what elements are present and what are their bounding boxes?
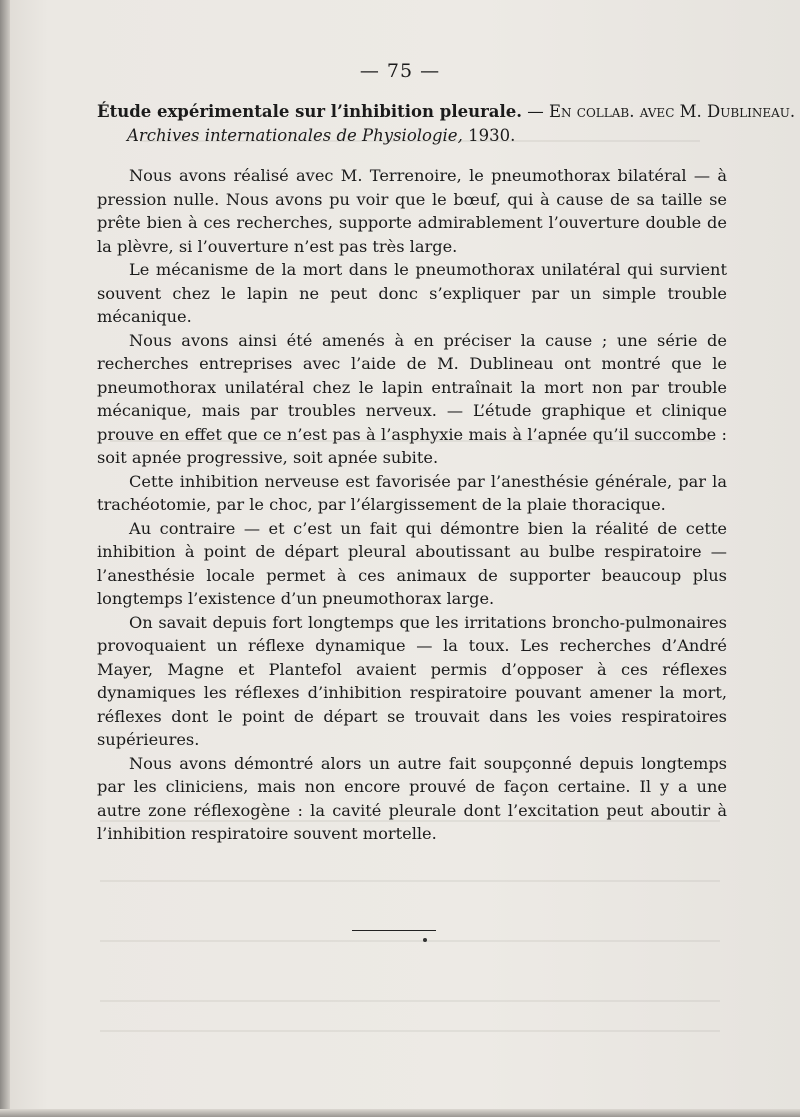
header-line-title	[97, 100, 796, 124]
divider-dot	[423, 938, 427, 942]
publication-header	[97, 100, 796, 148]
body-text	[97, 164, 727, 846]
page-bottom-shadow	[0, 1109, 800, 1117]
publication-year: 1930.	[468, 126, 516, 145]
article-title: Étude expérimentale sur l’inhibition pleurale.	[97, 102, 522, 121]
paragraph-5: Au contraire — et c’est un fait qui démontre bien la réalité de cette inhibition à point de départ pleural aboutissant au bulbe respiratoire — l’anesthésie locale permet à ces animaux de supporter beaucoup plus longtemps l’existence d’un pneumothorax large.	[97, 518, 727, 608]
paragraph-2: Le mécanisme de la mort dans le pneumothorax unilatéral qui survient souvent chez le lapin ne peut donc s’expliquer par un simple trouble mécanique.	[97, 260, 727, 326]
paragraph-3: Nous avons ainsi été amenés à en préciser la cause ; une série de recherches entreprises avec l’aide de M. Dublineau ont montré que le pneumothorax unilatéral chez le lapin entraînait la mort non par trouble mécanique, mais par troubles nerveux. — L’étude graphique et clinique prouve en effet que ce n’est pas à l’asphyxie mais à l’apnée qu’il succombe : soit apnée progressive, soit apnée subite.	[97, 330, 727, 467]
page-gutter-shadow	[0, 0, 10, 1117]
paragraph-1: Nous avons réalisé avec M. Terrenoire, le pneumothorax bilatéral — à pression nulle. Nous avons pu voir que le bœuf, qui à cause de sa taille se prête bien à ces recherches, supporte admirablement l’ouverture double de la plèvre, si l’ouverture n’est pas très large.	[97, 166, 727, 256]
collaboration-note: — En collab. avec M. Dublineau.	[527, 102, 796, 121]
header-line-journal	[97, 124, 727, 148]
journal-name: Archives internationales de Physiologie,	[127, 126, 463, 145]
page-number: — 75 —	[359, 60, 441, 82]
section-divider	[352, 930, 436, 931]
paragraph-6: On savait depuis fort longtemps que les irritations broncho-pulmonaires provoquaient un réflexe dynamique — la toux. Les recherches d’André Mayer, Magne et Plantefol avaient permis d’opposer à ces réflexes dynamiques les réflexes d’inhibition respiratoire pouvant amener la mort, réflexes dont le point de départ se trouvait dans les voies respiratoires supérieures.	[97, 612, 727, 749]
paragraph-7: Nous avons démontré alors un autre fait soupçonné depuis longtemps par les cliniciens, mais non encore prouvé de façon certaine. Il y a une autre zone réflexogène : la cavité pleurale dont l’excitation peut aboutir à l’inhibition respiratoire souvent mortelle.	[97, 753, 727, 843]
paragraph-4: Cette inhibition nerveuse est favorisée par l’anesthésie générale, par la trachéotomie, par le choc, par l’élargissement de la plaie thoracique.	[97, 471, 727, 514]
